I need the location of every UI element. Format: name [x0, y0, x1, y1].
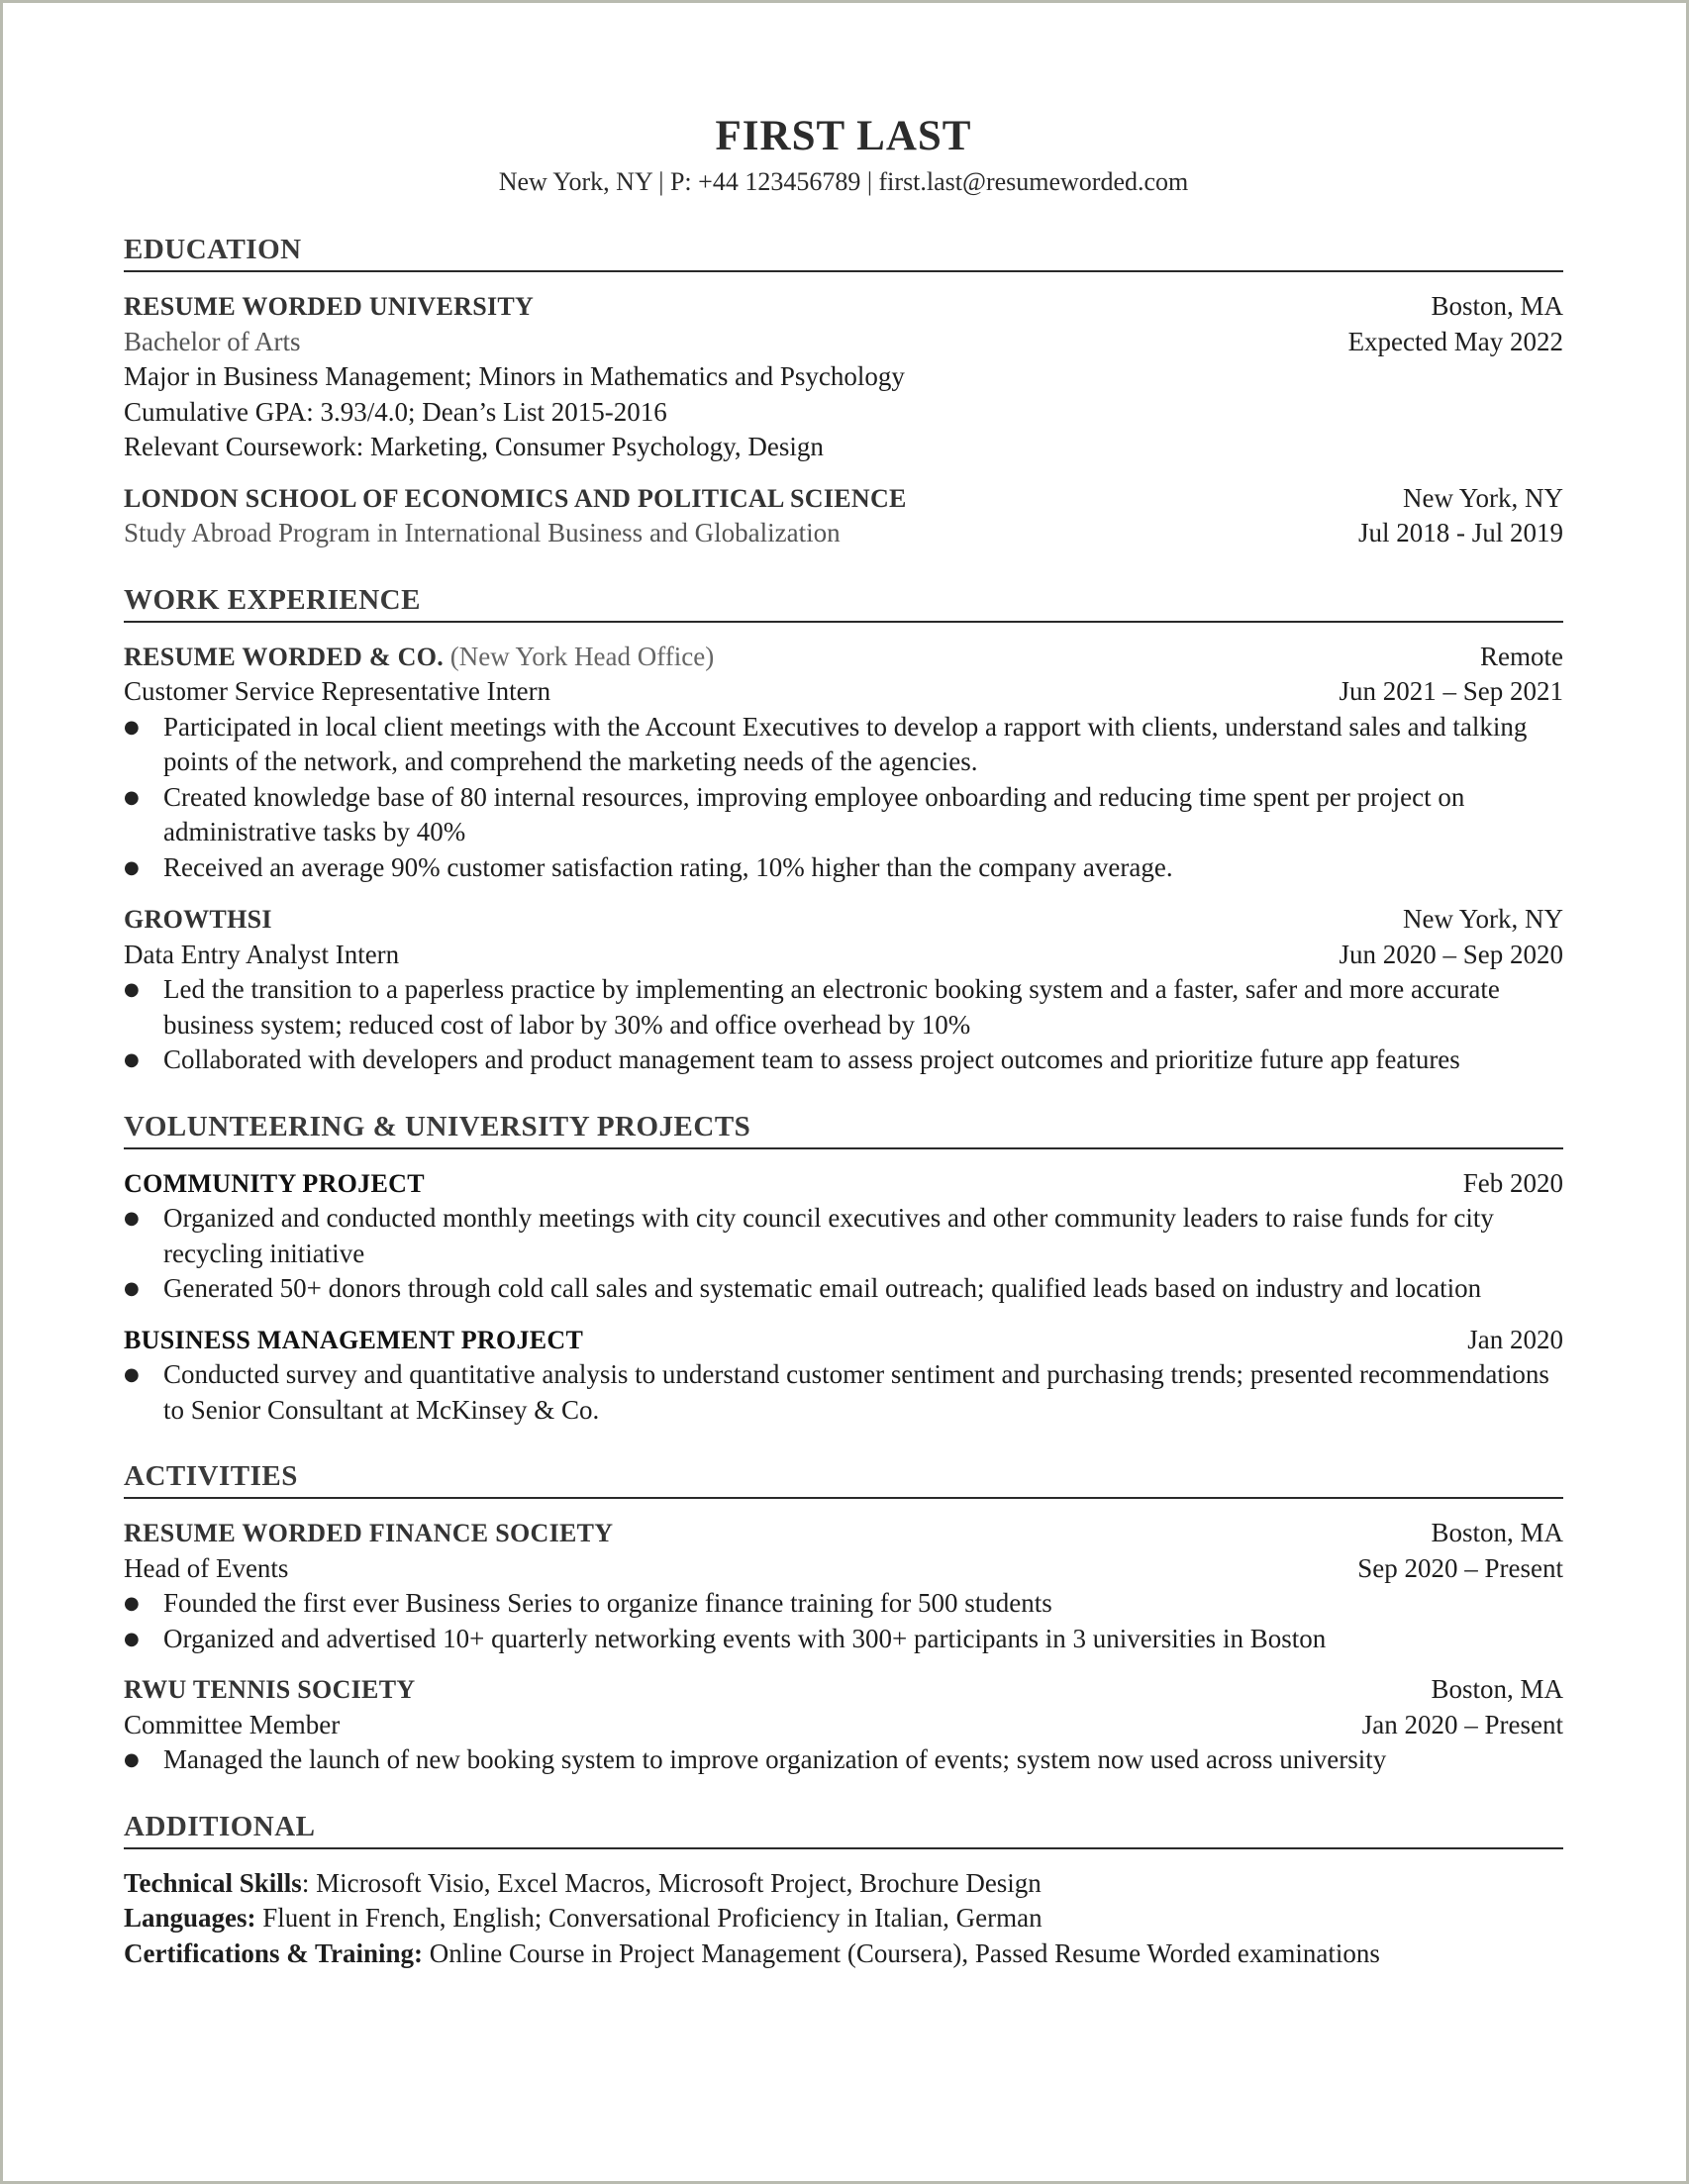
section-title-education: EDUCATION — [124, 231, 1563, 272]
education-entry — [124, 481, 1563, 551]
bullet-list — [124, 972, 1563, 1078]
bullet-item: ● Led the transition to a paperless practice by implementing an electronic booking system and a faster, safer and more accurate business system; reduced cost of labor by 30% and office overhead by 10% — [124, 972, 1563, 1042]
company-name: RESUME WORDED & CO. — [124, 642, 445, 671]
bullet-item: ● Collaborated with developers and product management team to assess project outcomes and prioritize future app features — [124, 1042, 1563, 1078]
work-location: New York, NY — [1402, 904, 1563, 934]
bullet-item: ● Received an average 90% customer satisfaction rating, 10% higher than the company average. — [124, 850, 1563, 886]
additional-item — [124, 1901, 1563, 1936]
bullet-list — [124, 1357, 1563, 1428]
section-title-additional: ADDITIONAL — [124, 1808, 1563, 1849]
school-location: New York, NY — [1402, 482, 1563, 513]
work-dates: Jun 2020 – Sep 2020 — [1339, 939, 1563, 969]
society-name: RESUME WORDED FINANCE SOCIETY — [124, 1519, 614, 1547]
activity-location: Boston, MA — [1431, 1674, 1563, 1704]
program-dates: Jul 2018 - Jul 2019 — [1357, 518, 1563, 547]
company-name: GROWTHSI — [124, 905, 272, 934]
section-title-volunteering: VOLUNTEERING & UNIVERSITY PROJECTS — [124, 1108, 1563, 1149]
project-entry — [124, 1323, 1563, 1429]
bullet-item: ● Participated in local client meetings with the Account Executives to develop a rapport with clients, understand sales and talking points of the network, and comprehend the marketing needs of the agencies. — [124, 710, 1563, 780]
additional-item — [124, 1936, 1563, 1972]
education-detail: Relevant Coursework: Marketing, Consumer Psychology, Design — [124, 432, 824, 461]
activity-dates: Jan 2020 – Present — [1361, 1709, 1563, 1739]
school-name: RESUME WORDED UNIVERSITY — [124, 292, 535, 321]
project-date: Jan 2020 — [1467, 1324, 1563, 1354]
bullet-item: ● Conducted survey and quantitative analysis to understand customer sentiment and purchasing trends; presented recommendations to Senior Consultant at McKinsey & Co. — [124, 1357, 1563, 1428]
job-title: Data Entry Analyst Intern — [124, 939, 400, 969]
additional-label: Technical Skills — [124, 1867, 302, 1898]
additional-value: Fluent in French, English; Conversational Proficiency in Italian, German — [262, 1903, 1043, 1933]
section-title-activities: ACTIVITIES — [124, 1457, 1563, 1499]
job-title: Customer Service Representative Intern — [124, 676, 551, 706]
resume-content — [124, 110, 1563, 1971]
education-entry — [124, 289, 1563, 465]
bullet-item: ● Generated 50+ donors through cold call sales and systematic email outreach; qualified leads based on industry and location — [124, 1271, 1563, 1307]
candidate-name: FIRST LAST — [715, 113, 972, 159]
bullet-item: ● Organized and conducted monthly meetings with city council executives and other community leaders to raise funds for city recycling initiative — [124, 1201, 1563, 1271]
additional-label: Languages: — [124, 1903, 256, 1933]
bullet-list — [124, 1586, 1563, 1656]
school-location: Boston, MA — [1431, 291, 1563, 321]
activity-dates: Sep 2020 – Present — [1357, 1552, 1563, 1583]
bullet-item: ● Managed the launch of new booking system to improve organization of events; system now used across university — [124, 1742, 1563, 1778]
activity-entry — [124, 1516, 1563, 1656]
work-entry — [124, 902, 1563, 1078]
additional-separator: : — [301, 1867, 317, 1898]
society-name: RWU TENNIS SOCIETY — [124, 1675, 416, 1704]
school-name: LONDON SCHOOL OF ECONOMICS AND POLITICAL SCIENCE — [124, 483, 907, 513]
additional-separator — [423, 1938, 430, 1968]
bullet-item: ● Created knowledge base of 80 internal resources, improving employee onboarding and reducing time spent per project on administrative tasks by 40% — [124, 780, 1563, 850]
additional-list — [124, 1866, 1563, 1972]
bullet-list — [124, 710, 1563, 886]
work-entry — [124, 640, 1563, 886]
work-dates: Jun 2021 – Sep 2021 — [1339, 676, 1563, 706]
project-date: Feb 2020 — [1462, 1167, 1563, 1198]
bullet-list — [124, 1742, 1563, 1778]
bullet-item: ● Founded the first ever Business Series to organize finance training for 500 students — [124, 1586, 1563, 1622]
activity-role: Head of Events — [124, 1552, 289, 1583]
project-name: COMMUNITY PROJECT — [124, 1168, 425, 1198]
work-location: Remote — [1480, 641, 1563, 671]
education-detail: Cumulative GPA: 3.93/4.0; Dean’s List 2015-2016 — [124, 396, 667, 427]
graduation-date: Expected May 2022 — [1347, 326, 1563, 356]
additional-value: Online Course in Project Management (Coursera), Passed Resume Worded examinations — [429, 1937, 1380, 1968]
bullet-list — [124, 1201, 1563, 1307]
education-detail: Major in Business Management; Minors in Mathematics and Psychology — [124, 361, 905, 391]
activity-location: Boston, MA — [1431, 1518, 1563, 1547]
program: Study Abroad Program in International Business and Globalization — [124, 518, 841, 547]
project-name: BUSINESS MANAGEMENT PROJECT — [124, 1325, 584, 1354]
bullet-item: ● Organized and advertised 10+ quarterly networking events with 300+ participants in 3 universities in Boston — [124, 1622, 1563, 1657]
contact-line: New York, NY | P: +44 123456789 | first.last@resumeworded.com — [498, 167, 1189, 196]
project-entry — [124, 1166, 1563, 1307]
section-title-work: WORK EXPERIENCE — [124, 581, 1563, 623]
additional-value: Microsoft Visio, Excel Macros, Microsoft Project, Brochure Design — [316, 1867, 1042, 1898]
additional-item — [124, 1866, 1563, 1902]
degree: Bachelor of Arts — [124, 326, 301, 356]
activity-entry — [124, 1672, 1563, 1778]
additional-label: Certifications & Training: — [124, 1937, 423, 1968]
activity-role: Committee Member — [124, 1709, 341, 1739]
company-note: (New York Head Office) — [444, 641, 715, 671]
